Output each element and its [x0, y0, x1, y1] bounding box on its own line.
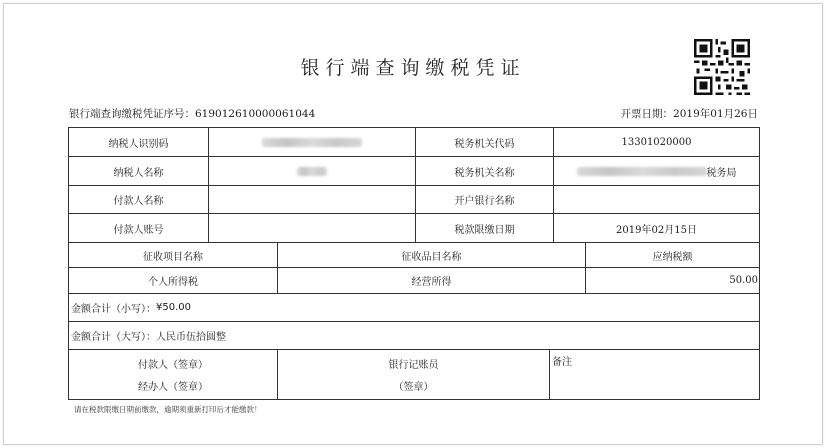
- table-row: [69, 214, 759, 243]
- payer-signature: [69, 350, 278, 399]
- table-row: [69, 294, 759, 322]
- serial-value: 619012610000061044: [195, 108, 316, 120]
- total-big-value: 人民币伍拾圆整: [156, 332, 226, 343]
- remark-label: 备注: [552, 357, 572, 368]
- bank-seal-label: （签章）: [393, 382, 434, 393]
- issue-date-label: 开票日期：: [620, 108, 674, 120]
- total-small-label: 金额合计（小写）：: [71, 304, 156, 315]
- item-category: 经营所得: [278, 268, 586, 293]
- tax-authority-code-value: 13301020000: [621, 136, 692, 148]
- issue-date-value: 2019年01月26日: [673, 108, 758, 120]
- voucher-table: [68, 127, 760, 400]
- total-small: [69, 294, 759, 321]
- serial-number: [69, 106, 315, 121]
- total-small-value: ¥50.00: [156, 302, 191, 313]
- total-big-label: 金额合计（大写）：: [71, 332, 156, 343]
- redacted-value: [262, 138, 362, 147]
- payer-name-label: 付款人名称: [69, 186, 209, 213]
- deadline-label: 税款限缴日期: [416, 214, 554, 242]
- handler-seal-label: 经办人（签章）: [138, 382, 208, 393]
- tax-authority-code-label: 税务机关代码: [416, 128, 554, 156]
- taxpayer-name-value: [209, 157, 416, 185]
- signature-row: [69, 350, 759, 399]
- bank-clerk-label: 银行记账员: [388, 360, 439, 371]
- serial-label: 银行端查询缴税凭证序号：: [69, 108, 195, 120]
- redacted-value: [297, 167, 327, 176]
- bank-name-label: 开户银行名称: [416, 186, 554, 213]
- qr-code: [694, 39, 750, 95]
- tax-authority-name-label: 税务机关名称: [416, 157, 554, 185]
- bank-clerk-signature: [278, 350, 550, 399]
- document-title: 银行端查询缴税凭证: [300, 57, 526, 79]
- taxpayer-name-label: 纳税人名称: [69, 157, 209, 185]
- category-header: 征收品目名称: [278, 243, 586, 267]
- bank-name-value: [554, 186, 759, 213]
- table-row: [69, 322, 759, 350]
- remark-cell: [550, 350, 759, 399]
- table-row: [69, 128, 759, 157]
- item-amount: 50.00: [729, 275, 758, 286]
- tax-authority-name-value: [554, 157, 759, 185]
- table-row: [69, 268, 759, 294]
- table-row: [69, 186, 759, 214]
- amount-header: 应纳税额: [652, 251, 693, 263]
- redacted-value: [577, 167, 707, 176]
- payer-account-label: 付款人账号: [69, 214, 209, 242]
- payer-seal-label: 付款人（签章）: [138, 360, 208, 371]
- taxpayer-id-label: 纳税人识别码: [69, 128, 209, 156]
- tax-authority-name-suffix: 税务局: [706, 167, 737, 179]
- issue-date: [621, 106, 758, 121]
- item-header: 征收项目名称: [69, 243, 278, 267]
- footnote: 请在税款限缴日期前缴款，逾期须重新打印后才能缴款！: [74, 405, 262, 414]
- payer-account-value: [209, 214, 416, 242]
- total-big: [69, 322, 759, 349]
- table-row: [69, 157, 759, 186]
- table-row: [69, 243, 759, 268]
- deadline-value: 2019年02月15日: [616, 224, 697, 236]
- payer-name-value: [209, 186, 416, 213]
- taxpayer-id-value: [209, 128, 416, 156]
- item-name: 个人所得税: [69, 268, 278, 293]
